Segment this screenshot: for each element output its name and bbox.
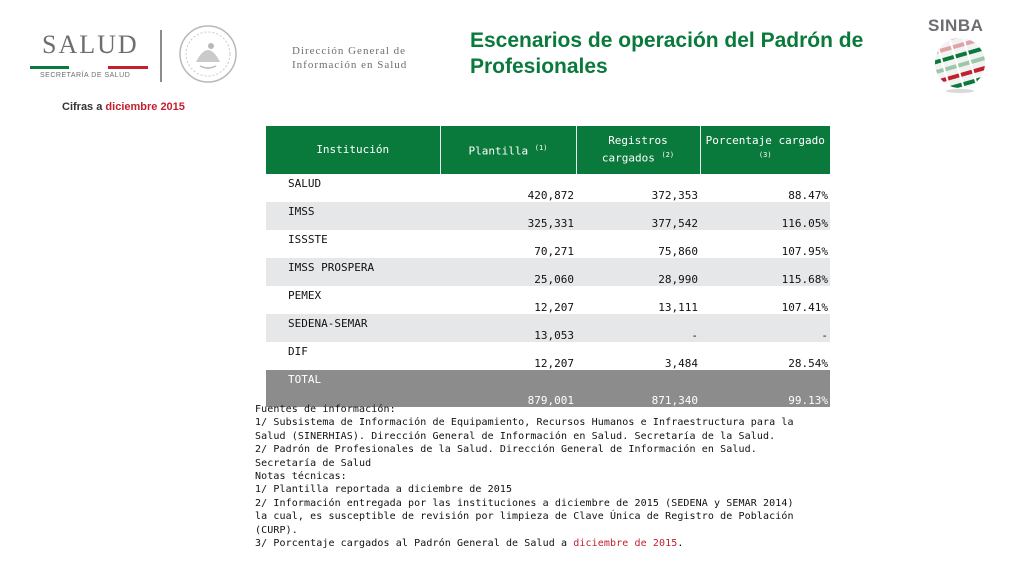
table-cell: SALUD	[288, 177, 322, 190]
table-cell: 3,484	[664, 357, 698, 370]
note-line: Notas técnicas:	[255, 471, 347, 483]
salud-logo-word: SALUD	[42, 30, 139, 59]
note-line: Secretaría de Salud	[255, 457, 372, 469]
header-divider	[160, 30, 162, 82]
page-title-line-2: Profesionales	[470, 55, 608, 78]
cifras-date: diciembre 2015	[105, 101, 185, 113]
table-cell: 325,331	[440, 202, 576, 230]
table-cell: PEMEX	[288, 289, 322, 302]
table-row	[266, 342, 830, 370]
cifras-caption	[62, 101, 185, 113]
column-header-institucion: Institución	[266, 126, 440, 174]
note-line: la cual, es susceptible de revisión por limpieza de Clave Única de Registro de Población	[255, 511, 794, 523]
table-cell: 871,340	[576, 370, 700, 407]
note-line: (CURP).	[255, 524, 298, 536]
note-date-highlight: diciembre de 2015	[573, 538, 678, 550]
table-cell: IMSS PROSPERA	[266, 258, 440, 286]
data-table	[266, 126, 830, 407]
column-header-porcentaje: Porcentaje cargado $^{(3)}$	[700, 126, 830, 174]
salud-logo-bar	[30, 66, 148, 69]
column-header-plantilla: Plantilla $^{(1)}$	[440, 126, 576, 174]
note-line: Fuentes de información:	[255, 404, 396, 415]
table-cell: 13,111	[658, 301, 698, 314]
cifras-prefix: Cifras a	[62, 101, 106, 113]
table-cell: 13,053	[440, 314, 576, 342]
note-line: 3/ Porcentaje cargados al Padrón General de Salud a diciembre de 2015.	[255, 538, 684, 550]
sinba-globe-icon	[932, 36, 988, 94]
dgis-logo-text	[292, 44, 407, 72]
table-cell: 107.41%	[781, 301, 828, 314]
dgis-line-2: Información en Salud	[292, 59, 408, 71]
table-cell: 879,001	[440, 370, 576, 407]
table-cell: 12,207	[534, 357, 574, 370]
table-cell: 75,860	[658, 245, 698, 258]
table-cell: TOTAL	[266, 370, 440, 407]
table-row	[266, 202, 830, 230]
table-row	[266, 286, 830, 314]
page-title-line-1: Escenarios de operación del Padrón de	[470, 29, 864, 52]
sinba-label: SINBA	[928, 16, 984, 35]
table-cell: -	[576, 314, 700, 342]
table-cell: 28,990	[576, 258, 700, 286]
table-cell: 420,872	[527, 189, 574, 202]
table-total-row	[266, 370, 830, 407]
table-cell: SEDENA-SEMAR	[266, 314, 440, 342]
table-cell: 115.68%	[700, 258, 830, 286]
table-cell: IMSS	[266, 202, 440, 230]
table-cell: -	[700, 314, 830, 342]
table-header-row	[266, 126, 830, 174]
table-cell: 88.47%	[788, 189, 828, 202]
salud-logo	[30, 30, 152, 80]
mexico-seal-icon	[178, 24, 238, 84]
table-cell: ISSSTE	[288, 233, 328, 246]
note-line: 2/ Padrón de Profesionales de la Salud. Dirección General de Información en Salud.	[255, 444, 757, 456]
table-cell: 28.54%	[788, 357, 828, 370]
table-cell: 99.13%	[700, 370, 830, 407]
page-title	[470, 28, 890, 80]
note-line: 2/ Información entregada por las instituciones a diciembre de 2015 (SEDENA y SEMAR 2014)	[255, 497, 794, 509]
table-row	[266, 230, 830, 258]
table-cell: 12,207	[534, 301, 574, 314]
salud-logo-subtitle: SECRETARÍA DE SALUD	[40, 72, 131, 79]
table-cell: DIF	[288, 345, 308, 358]
footnotes	[255, 403, 865, 550]
table-cell: 377,542	[576, 202, 700, 230]
table-cell: 25,060	[440, 258, 576, 286]
table-row	[266, 174, 830, 202]
column-header-registros: Registros cargados $^{(2)}$	[576, 126, 700, 174]
table-cell: 70,271	[534, 245, 574, 258]
note-line: Salud (SINERHIAS). Dirección General de Información en Salud. Secretaría de la Salud.	[255, 430, 776, 442]
table-cell: 372,353	[651, 189, 698, 202]
dgis-line-1: Dirección General de	[292, 45, 407, 57]
table-row	[266, 258, 830, 286]
table-row	[266, 314, 830, 342]
table-cell: 116.05%	[700, 202, 830, 230]
note-line: 1/ Plantilla reportada a diciembre de 2015	[255, 484, 513, 496]
note-line: 1/ Subsistema de Información de Equipamiento, Recursos Humanos e Infraestructura para la	[255, 417, 794, 429]
table-cell: 107.95%	[781, 245, 828, 258]
